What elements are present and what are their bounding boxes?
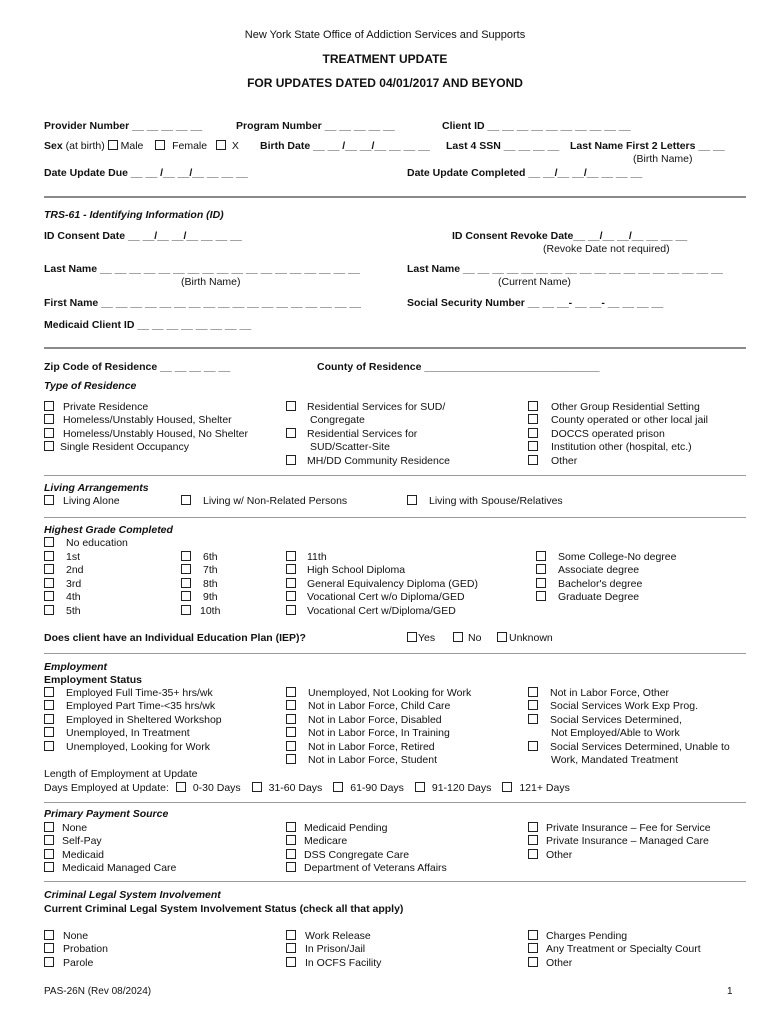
grade-heading: Highest Grade Completed: [44, 524, 173, 536]
checkbox[interactable]: [44, 537, 54, 547]
date-update-completed-field[interactable]: Date Update Completed __ __/__ __/__ __ __ __: [407, 167, 643, 179]
divider: [44, 653, 746, 654]
checkbox[interactable]: [252, 782, 262, 792]
residence-option[interactable]: Other Group Residential Setting: [528, 401, 700, 414]
agency-name: New York State Office of Addiction Services and Supports: [244, 29, 526, 41]
grade-option[interactable]: Bachelor's degree: [536, 578, 642, 591]
days-employed-row: [44, 782, 570, 795]
employment-option[interactable]: Social Services Determined, Unable to: [528, 741, 730, 754]
checkbox[interactable]: [181, 605, 191, 615]
checkbox[interactable]: [286, 428, 296, 438]
checkbox[interactable]: [497, 632, 507, 642]
checkbox[interactable]: [502, 782, 512, 792]
checkbox[interactable]: [44, 578, 54, 588]
last4-ssn-field[interactable]: Last 4 SSN __ __ __ __: [446, 140, 560, 152]
grade-option[interactable]: High School Diploma: [286, 564, 405, 577]
employment-option[interactable]: Unemployed, Looking for Work: [44, 741, 210, 754]
checkbox[interactable]: [528, 741, 538, 751]
checkbox[interactable]: [44, 605, 54, 615]
iep-unknown-option[interactable]: Unknown: [497, 632, 553, 645]
payment-option[interactable]: Medicaid: [44, 849, 104, 862]
employment-option[interactable]: Not in Labor Force, Retired: [286, 741, 435, 754]
residence-option[interactable]: Institution other (hospital, etc.): [528, 441, 692, 454]
checkbox[interactable]: [44, 727, 54, 737]
last-name-first2-field[interactable]: Last Name First 2 Letters __ __: [570, 140, 725, 152]
residence-option-cont: Congregate: [310, 414, 365, 427]
employment-status-heading: Employment Status: [44, 674, 143, 686]
divider: [44, 475, 746, 476]
grade-option[interactable]: 6th: [181, 551, 218, 564]
male-checkbox[interactable]: [108, 140, 118, 150]
checkbox[interactable]: [44, 930, 54, 940]
checkbox[interactable]: [286, 687, 296, 697]
checkbox[interactable]: [528, 428, 538, 438]
employment-option-cont: Work, Mandated Treatment: [551, 754, 679, 766]
checkbox[interactable]: [44, 591, 54, 601]
id-consent-revoke-date-field[interactable]: ID Consent Revoke Date__ __/__ __/__ __ __ __: [452, 230, 688, 242]
county-field[interactable]: County of Residence ______________________________: [317, 361, 600, 373]
employment-option[interactable]: Employed in Sheltered Workshop: [44, 714, 222, 727]
checkbox[interactable]: [528, 849, 538, 859]
checkbox[interactable]: [528, 441, 538, 451]
divider: [44, 347, 746, 349]
sex-row: [44, 140, 239, 153]
checkbox[interactable]: [286, 401, 296, 411]
checkbox[interactable]: [286, 862, 296, 872]
checkbox[interactable]: [286, 957, 296, 967]
checkbox[interactable]: [528, 687, 538, 697]
checkbox[interactable]: [176, 782, 186, 792]
length-of-employment-label: Length of Employment at Update: [44, 768, 198, 780]
divider: [44, 196, 746, 198]
revoke-note: (Revoke Date not required): [543, 243, 670, 255]
checkbox[interactable]: [528, 401, 538, 411]
ssn-field[interactable]: Social Security Number __ __ __- __ __- __ __ __ __: [407, 297, 664, 309]
days-option[interactable]: 31-60 Days: [268, 782, 323, 794]
employment-option[interactable]: Employed Full Time-35+ hrs/wk: [44, 687, 213, 700]
form-id: PAS-26N (Rev 08/2024): [44, 986, 152, 997]
employment-option[interactable]: Employed Part Time-<35 hrs/wk: [44, 700, 215, 713]
checkbox[interactable]: [286, 943, 296, 953]
grade-option[interactable]: 1st: [44, 551, 80, 564]
id-consent-date-field[interactable]: ID Consent Date __ __/__ __/__ __ __ __: [44, 230, 242, 242]
criminal-option[interactable]: In OCFS Facility: [286, 957, 381, 970]
checkbox[interactable]: [528, 943, 538, 953]
checkbox[interactable]: [286, 754, 296, 764]
checkbox[interactable]: [286, 741, 296, 751]
checkbox[interactable]: [181, 495, 191, 505]
program-number-field[interactable]: Program Number __ __ __ __ __: [236, 120, 395, 132]
checkbox[interactable]: [528, 930, 538, 940]
employment-option[interactable]: Not in Labor Force, Other: [528, 687, 669, 700]
days-option[interactable]: 61-90 Days: [350, 782, 404, 794]
grade-option[interactable]: Graduate Degree: [536, 591, 639, 604]
days-employed-label: Days Employed at Update:: [44, 782, 169, 794]
checkbox[interactable]: [286, 605, 296, 615]
employment-option[interactable]: Not in Labor Force, Child Care: [286, 700, 450, 713]
checkbox[interactable]: [536, 551, 546, 561]
payment-option[interactable]: DSS Congregate Care: [286, 849, 409, 862]
checkbox[interactable]: [453, 632, 463, 642]
checkbox[interactable]: [528, 957, 538, 967]
checkbox[interactable]: [44, 943, 54, 953]
checkbox[interactable]: [181, 551, 191, 561]
residence-option[interactable]: Other: [528, 455, 577, 468]
payment-option[interactable]: Private Insurance – Fee for Service: [528, 822, 711, 835]
grade-option[interactable]: Some College-No degree: [536, 551, 676, 564]
criminal-heading: Criminal Legal System Involvement: [44, 889, 221, 901]
checkbox[interactable]: [536, 578, 546, 588]
employment-option[interactable]: Not in Labor Force, Disabled: [286, 714, 442, 727]
first-name-field[interactable]: First Name __ __ __ __ __ __ __ __ __ __ __ __ __ __ __ __ __ __: [44, 297, 362, 309]
grade-option[interactable]: 3rd: [44, 578, 81, 591]
employment-option-cont: Not Employed/Able to Work: [551, 727, 680, 740]
birth-name-note-2: (Birth Name): [181, 276, 241, 288]
checkbox[interactable]: [44, 822, 54, 832]
payment-option[interactable]: Medicare: [286, 835, 347, 848]
current-name-note: (Current Name): [498, 276, 571, 288]
provider-number-field[interactable]: Provider Number __ __ __ __ __: [44, 120, 203, 132]
checkbox[interactable]: [528, 714, 538, 724]
checkbox[interactable]: [181, 591, 191, 601]
payment-option[interactable]: Other: [528, 849, 572, 862]
residence-option[interactable]: Single Resident Occupancy: [44, 441, 189, 454]
female-label: Female: [172, 140, 208, 152]
grade-option[interactable]: No education: [44, 537, 128, 550]
x-label: X: [231, 140, 239, 152]
checkbox[interactable]: [44, 428, 54, 438]
employment-option[interactable]: Not in Labor Force, In Training: [286, 727, 450, 740]
checkbox[interactable]: [44, 862, 54, 872]
employment-option[interactable]: Unemployed, In Treatment: [44, 727, 190, 740]
checkbox[interactable]: [44, 687, 54, 697]
checkbox[interactable]: [333, 782, 343, 792]
id-section-heading: TRS-61 - Identifying Information (ID): [44, 209, 224, 221]
employment-option[interactable]: Social Services Determined,: [528, 714, 682, 727]
iep-yes-option[interactable]: Yes: [407, 632, 435, 645]
type-of-residence-heading: Type of Residence: [44, 380, 137, 392]
employment-option[interactable]: Unemployed, Not Looking for Work: [286, 687, 471, 700]
checkbox[interactable]: [44, 741, 54, 751]
checkbox[interactable]: [44, 401, 54, 411]
checkbox[interactable]: [44, 441, 54, 451]
residence-option[interactable]: Residential Services for SUD/: [286, 401, 445, 414]
last-name-current-field[interactable]: Last Name __ __ __ __ __ __ __ __ __ __ __ __ __ __ __ __ __ __: [407, 263, 723, 275]
checkbox[interactable]: [528, 414, 538, 424]
checkbox[interactable]: [286, 835, 296, 845]
grade-option[interactable]: Associate degree: [536, 564, 639, 577]
grade-option[interactable]: 10th: [181, 605, 220, 618]
criminal-option[interactable]: In Prison/Jail: [286, 943, 365, 956]
payment-option[interactable]: Self-Pay: [44, 835, 102, 848]
grade-option[interactable]: 9th: [181, 591, 218, 604]
residence-option[interactable]: MH/DD Community Residence: [286, 455, 450, 468]
checkbox[interactable]: [44, 551, 54, 561]
checkbox[interactable]: [181, 564, 191, 574]
checkbox[interactable]: [286, 822, 296, 832]
sex-note: (at birth): [65, 140, 105, 152]
divider: [44, 881, 746, 882]
checkbox[interactable]: [44, 957, 54, 967]
criminal-option[interactable]: Parole: [44, 957, 93, 970]
living-heading: Living Arrangements: [44, 482, 149, 494]
checkbox[interactable]: [528, 455, 538, 465]
grade-option[interactable]: 4th: [44, 591, 81, 604]
residence-option-cont: SUD/Scatter-Site: [310, 441, 390, 454]
form-title: TREATMENT UPDATE: [322, 52, 448, 66]
payment-option[interactable]: Department of Veterans Affairs: [286, 862, 447, 875]
checkbox[interactable]: [528, 835, 538, 845]
grade-option[interactable]: 5th: [44, 605, 81, 618]
checkbox[interactable]: [286, 455, 296, 465]
checkbox[interactable]: [536, 591, 546, 601]
living-option[interactable]: Living Alone: [44, 495, 120, 508]
checkbox[interactable]: [44, 835, 54, 845]
payment-option[interactable]: Medicaid Managed Care: [44, 862, 176, 875]
grade-option[interactable]: 2nd: [44, 564, 84, 577]
checkbox[interactable]: [286, 700, 296, 710]
residence-option[interactable]: Homeless/Unstably Housed, No Shelter: [44, 428, 248, 441]
checkbox[interactable]: [44, 714, 54, 724]
grade-option[interactable]: 7th: [181, 564, 218, 577]
iep-no-option[interactable]: No: [453, 632, 481, 645]
living-option[interactable]: Living w/ Non-Related Persons: [181, 495, 347, 508]
date-update-due-field[interactable]: Date Update Due __ __ /__ __/__ __ __ __: [44, 167, 248, 179]
grade-option[interactable]: 8th: [181, 578, 218, 591]
residence-option[interactable]: DOCCS operated prison: [528, 428, 665, 441]
checkbox[interactable]: [44, 700, 54, 710]
checkbox[interactable]: [286, 849, 296, 859]
employment-option[interactable]: Not in Labor Force, Student: [286, 754, 437, 767]
male-label: Male: [120, 140, 144, 152]
criminal-option[interactable]: Work Release: [286, 930, 371, 943]
grade-option[interactable]: Vocational Cert w/Diploma/GED: [286, 605, 456, 618]
checkbox[interactable]: [44, 564, 54, 574]
living-option[interactable]: Living with Spouse/Relatives: [407, 495, 563, 508]
sex-label: Sex: [44, 140, 63, 152]
iep-question: Does client have an Individual Education Plan (IEP)?: [44, 632, 306, 644]
checkbox[interactable]: [286, 930, 296, 940]
criminal-option[interactable]: Charges Pending: [528, 930, 627, 943]
days-option[interactable]: 91-120 Days: [431, 782, 492, 794]
residence-option[interactable]: Residential Services for: [286, 428, 417, 441]
payment-option[interactable]: None: [44, 822, 87, 835]
employment-heading: Employment: [44, 661, 108, 673]
medicaid-client-id-field[interactable]: Medicaid Client ID __ __ __ __ __ __ __ __: [44, 319, 252, 331]
criminal-subheading: Current Criminal Legal System Involvement Status (check all that apply): [44, 903, 404, 915]
checkbox[interactable]: [407, 495, 417, 505]
days-option[interactable]: 121+ Days: [519, 782, 570, 794]
form-subtitle: FOR UPDATES DATED 04/01/2017 AND BEYOND: [247, 76, 523, 90]
last-name-birth-field[interactable]: Last Name __ __ __ __ __ __ __ __ __ __ __ __ __ __ __ __ __ __: [44, 263, 360, 275]
payment-heading: Primary Payment Source: [44, 808, 169, 820]
employment-option[interactable]: Social Services Work Exp Prog.: [528, 700, 698, 713]
checkbox[interactable]: [415, 782, 425, 792]
criminal-option[interactable]: Any Treatment or Specialty Court: [528, 943, 701, 956]
checkbox[interactable]: [181, 578, 191, 588]
checkbox[interactable]: [286, 714, 296, 724]
checkbox[interactable]: [528, 822, 538, 832]
criminal-option[interactable]: Other: [528, 957, 572, 970]
payment-option[interactable]: Private Insurance – Managed Care: [528, 835, 709, 848]
criminal-option[interactable]: Probation: [44, 943, 108, 956]
residence-option[interactable]: Homeless/Unstably Housed, Shelter: [44, 414, 232, 427]
checkbox[interactable]: [536, 564, 546, 574]
grade-option[interactable]: 11th: [286, 551, 327, 564]
checkbox[interactable]: [44, 495, 54, 505]
residence-option[interactable]: County operated or other local jail: [528, 414, 708, 427]
divider: [44, 802, 746, 803]
birth-name-note: (Birth Name): [633, 153, 693, 165]
grade-option[interactable]: Vocational Cert w/o Diploma/GED: [286, 591, 465, 604]
client-id-field[interactable]: Client ID __ __ __ __ __ __ __ __ __ __: [442, 120, 631, 132]
zip-code-field[interactable]: Zip Code of Residence __ __ __ __ __: [44, 361, 231, 373]
criminal-option[interactable]: None: [44, 930, 88, 943]
checkbox[interactable]: [286, 727, 296, 737]
page-number: 1: [727, 986, 733, 997]
x-checkbox[interactable]: [216, 140, 226, 150]
residence-option[interactable]: Private Residence: [44, 401, 148, 414]
checkbox[interactable]: [286, 591, 296, 601]
birth-date-field[interactable]: Birth Date __ __ /__ __/__ __ __ __: [260, 140, 430, 152]
checkbox[interactable]: [407, 632, 417, 642]
checkbox[interactable]: [528, 700, 538, 710]
checkbox[interactable]: [44, 414, 54, 424]
female-checkbox[interactable]: [155, 140, 165, 150]
payment-option[interactable]: Medicaid Pending: [286, 822, 387, 835]
days-option[interactable]: 0-30 Days: [192, 782, 241, 794]
divider: [44, 517, 746, 518]
checkbox[interactable]: [44, 849, 54, 859]
checkbox[interactable]: [286, 578, 296, 588]
checkbox[interactable]: [286, 551, 296, 561]
checkbox[interactable]: [286, 564, 296, 574]
grade-option[interactable]: General Equivalency Diploma (GED): [286, 578, 478, 591]
